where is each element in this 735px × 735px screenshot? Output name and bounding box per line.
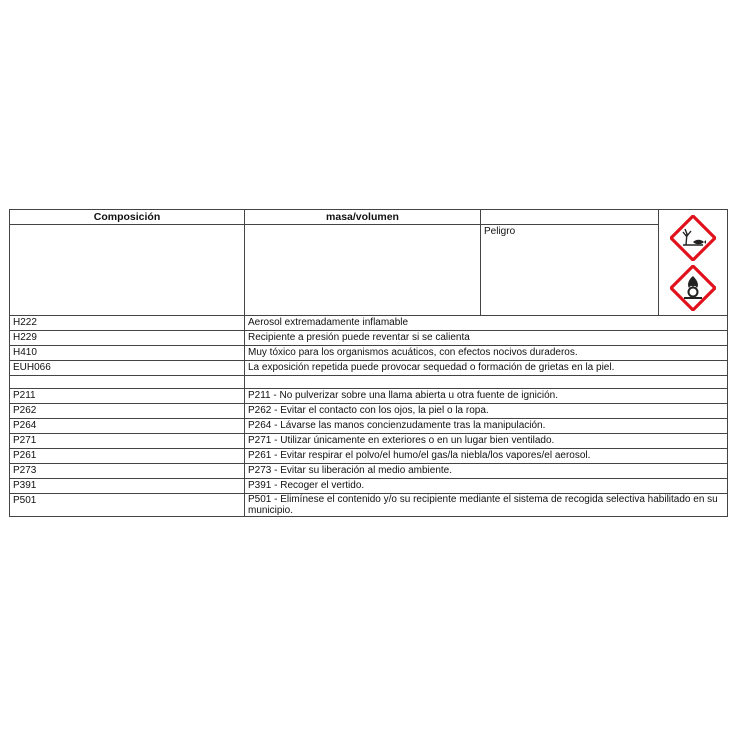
hazard-row [10,316,728,331]
hazard-code: H222 [10,316,245,331]
composition-cell [10,225,245,316]
precaution-code: P273 [10,464,245,479]
signal-word: Peligro [481,225,659,316]
header-composition: Composición [10,210,245,225]
separator-cell [245,376,728,389]
precaution-text: P262 - Evitar el contacto con los ojos, la piel o la ropa. [245,404,728,419]
precaution-code: P261 [10,449,245,464]
content-row [10,225,728,316]
precaution-code: P501 [10,494,245,517]
environment-pictogram-icon [670,215,716,261]
hazard-row [10,361,728,376]
precaution-row [10,479,728,494]
precaution-text: P271 - Utilizar únicamente en exteriores o en un lugar bien ventilado. [245,434,728,449]
precaution-code: P211 [10,389,245,404]
hazard-text: Muy tóxico para los organismos acuáticos, con efectos nocivos duraderos. [245,346,728,361]
precaution-text: P273 - Evitar su liberación al medio ambiente. [245,464,728,479]
header-row [10,210,728,225]
precaution-row [10,494,728,517]
precaution-text: P261 - Evitar respirar el polvo/el humo/el gas/la niebla/los vapores/el aerosol. [245,449,728,464]
separator-cell [10,376,245,389]
precaution-code: P271 [10,434,245,449]
header-empty [481,210,659,225]
precaution-text: P501 - Elimínese el contenido y/o su recipiente mediante el sistema de recogida selectiva habilitado en su municipio. [245,494,728,517]
precaution-row [10,434,728,449]
precaution-code: P264 [10,419,245,434]
hazard-text: Recipiente a presión puede reventar si se calienta [245,331,728,346]
precaution-row [10,404,728,419]
header-mass-volume: masa/volumen [245,210,481,225]
precaution-row [10,389,728,404]
hazard-code: EUH066 [10,361,245,376]
separator-row [10,376,728,389]
mass-volume-cell [245,225,481,316]
flame-over-circle-pictogram-icon [670,265,716,311]
precaution-row [10,419,728,434]
pictogram-cell [659,210,728,316]
hazard-row [10,331,728,346]
precaution-code: P262 [10,404,245,419]
precaution-text: P211 - No pulverizar sobre una llama abierta u otra fuente de ignición. [245,389,728,404]
precaution-code: P391 [10,479,245,494]
composition-table [9,209,728,517]
hazard-code: H410 [10,346,245,361]
precaution-row [10,464,728,479]
precaution-row [10,449,728,464]
precaution-text: P264 - Lávarse las manos concienzudamente tras la manipulación. [245,419,728,434]
hazard-text: Aerosol extremadamente inflamable [245,316,728,331]
hazard-row [10,346,728,361]
safety-label-sheet [9,209,727,517]
precaution-text: P391 - Recoger el vertido. [245,479,728,494]
hazard-code: H229 [10,331,245,346]
hazard-text: La exposición repetida puede provocar sequedad o formación de grietas en la piel. [245,361,728,376]
